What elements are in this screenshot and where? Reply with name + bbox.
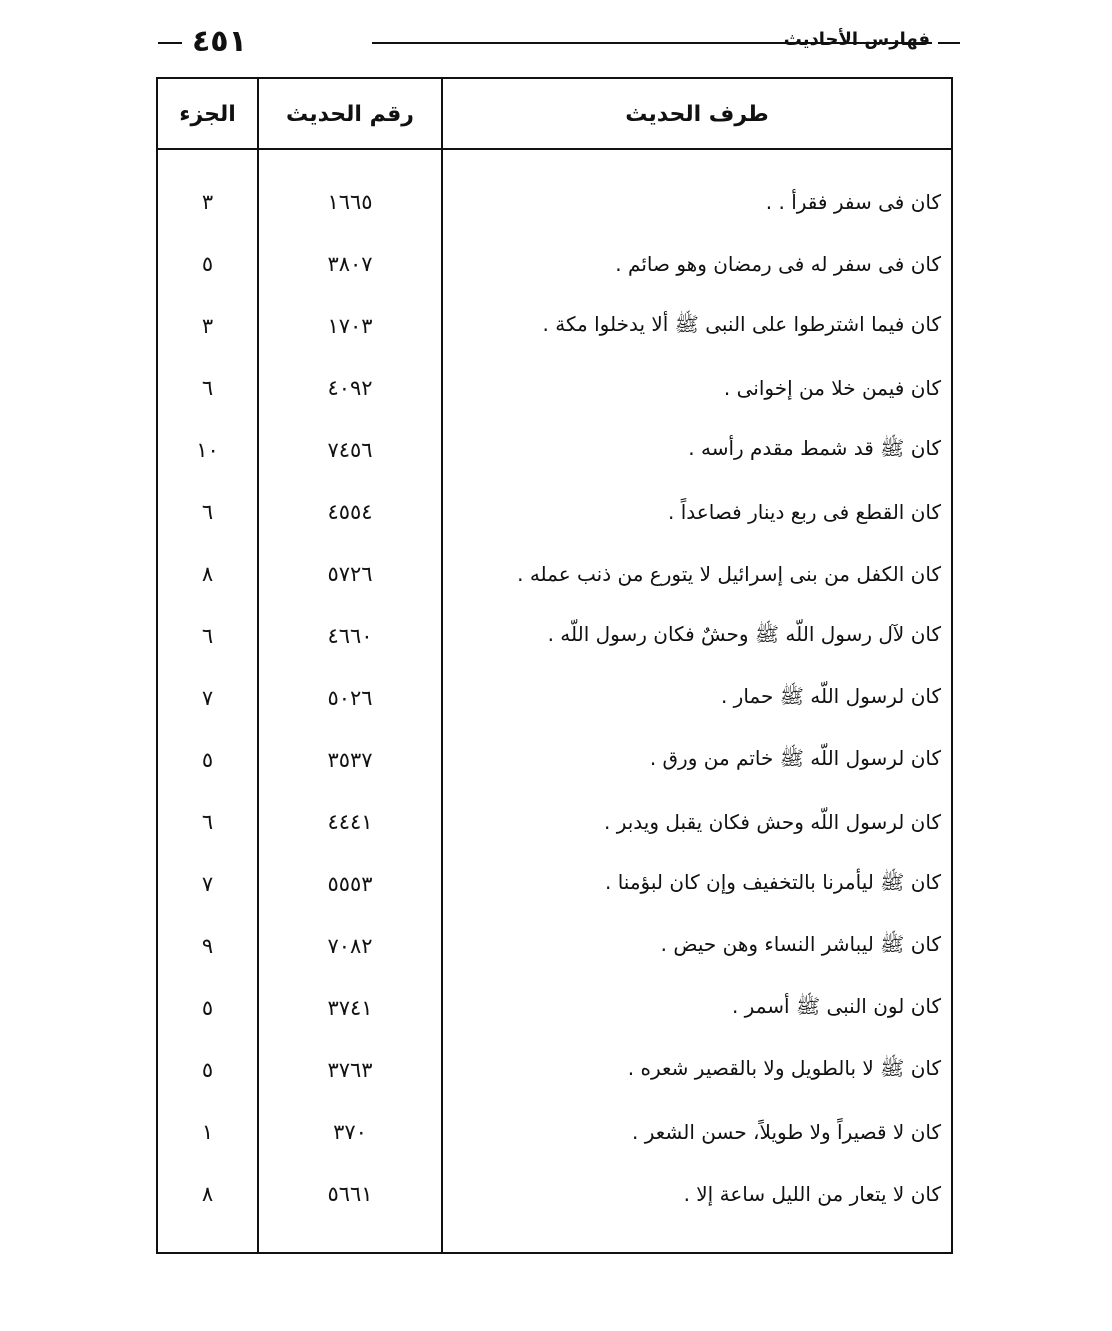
page-number: ٤٥١ [192, 24, 247, 59]
part-cell: ٨ [201, 562, 214, 586]
hadith-text-cell: كان لا يتعار من الليل ساعة إلا . [683, 1182, 941, 1206]
hadith-number-cell: ٣٧٦٣ [327, 1058, 373, 1082]
part-cell: ٨ [201, 1182, 214, 1206]
hadith-number-cell: ٥٠٢٦ [327, 686, 373, 710]
hadith-number-cell: ٥٦٦١ [327, 1182, 373, 1206]
hadith-number-cell: ٤٤٤١ [327, 810, 373, 834]
part-cell: ٧ [201, 872, 214, 896]
hadith-number-cell: ٧٠٨٢ [327, 934, 373, 958]
part-cell: ٣ [201, 314, 214, 338]
table-row [158, 729, 951, 791]
hadith-number-cell: ٤٥٥٤ [327, 500, 373, 524]
hadith-number-cell: ٥٥٥٣ [327, 872, 373, 896]
part-cell: ٥ [201, 748, 214, 772]
part-cell: ٣ [201, 190, 214, 214]
column-header-number: رقم الحديث [286, 101, 414, 127]
part-cell: ٧ [201, 686, 214, 710]
table-row [158, 977, 951, 1039]
table-row [158, 853, 951, 915]
part-cell: ٩ [201, 934, 214, 958]
hadith-text-cell: كان القطع فى ربع دينار فصاعداً . [668, 500, 941, 524]
table-row [158, 667, 951, 729]
table-row [158, 543, 951, 605]
table-row [158, 1101, 951, 1163]
header-rule-right [938, 42, 960, 44]
hadith-number-cell: ٣٨٠٧ [327, 252, 373, 276]
hadith-number-cell: ٧٤٥٦ [327, 438, 373, 462]
hadith-text-cell: كان لآل رسول اللّه ﷺ وحشٌ فكان رسول اللّه . [547, 621, 941, 646]
table-row [158, 233, 951, 295]
part-cell: ٥ [201, 1058, 214, 1082]
table-row [158, 419, 951, 481]
table-row [158, 791, 951, 853]
hadith-text-cell: كان لا قصيراً ولا طويلاً، حسن الشعر . [632, 1120, 941, 1144]
hadith-text-cell: كان لرسول اللّه وحش فكان يقبل ويدبر . [603, 810, 941, 834]
hadith-number-cell: ١٦٦٥ [327, 190, 373, 214]
part-cell: ٦ [201, 810, 214, 834]
hadith-text-cell: كان فى سفر له فى رمضان وهو صائم . [615, 252, 941, 276]
part-cell: ٥ [201, 252, 214, 276]
hadith-text-cell: كان ﷺ ليباشر النساء وهن حيض . [660, 931, 941, 956]
hadith-number-cell: ١٧٠٣ [327, 314, 373, 338]
header-rule-left [158, 42, 182, 44]
hadith-text-cell: كان لون النبى ﷺ أسمر . [731, 993, 941, 1018]
table-row [158, 357, 951, 419]
hadith-number-cell: ٤٠٩٢ [327, 376, 373, 400]
table-row [158, 1163, 951, 1225]
hadith-text-cell: كان الكفل من بنى إسرائيل لا يتورع من ذنب عمله . [517, 562, 941, 586]
hadith-text-cell: كان لرسول اللّه ﷺ خاتم من ورق . [649, 745, 941, 770]
running-header [150, 24, 960, 62]
hadith-text-cell: كان فى سفر فقرأ . . [765, 190, 941, 214]
table-row [158, 171, 951, 233]
hadith-number-cell: ٣٧٤١ [327, 996, 373, 1020]
column-header-part: الجزء [179, 101, 236, 127]
part-cell: ٥ [201, 996, 214, 1020]
hadith-text-cell: كان ﷺ ليأمرنا بالتخفيف وإن كان لبؤمنا . [604, 869, 941, 894]
part-cell: ٦ [201, 624, 214, 648]
hadith-index-table [156, 77, 953, 1254]
hadith-text-cell: كان فيما اشترطوا على النبى ﷺ ألا يدخلوا مكة . [542, 311, 941, 336]
part-cell: ٦ [201, 376, 214, 400]
table-row [158, 1039, 951, 1101]
hadith-text-cell: كان ﷺ قد شمط مقدم رأسه . [688, 435, 941, 460]
hadith-text-cell: كان لرسول اللّه ﷺ حمار . [720, 683, 941, 708]
hadith-text-cell: كان فيمن خلا من إخوانى . [723, 376, 941, 400]
part-cell: ١ [201, 1120, 214, 1144]
part-cell: ١٠ [196, 438, 219, 462]
hadith-number-cell: ٥٧٢٦ [327, 562, 373, 586]
section-title: فهارس الأحاديث [783, 29, 930, 50]
hadith-number-cell: ٤٦٦٠ [327, 624, 373, 648]
hadith-text-cell: كان ﷺ لا بالطويل ولا بالقصير شعره . [627, 1055, 941, 1080]
hadith-number-cell: ٣٧٠ [333, 1120, 367, 1144]
table-row [158, 915, 951, 977]
hadith-number-cell: ٣٥٣٧ [327, 748, 373, 772]
table-row [158, 605, 951, 667]
part-cell: ٦ [201, 500, 214, 524]
table-row [158, 481, 951, 543]
table-row [158, 295, 951, 357]
column-header-text: طرف الحديث [625, 101, 769, 127]
